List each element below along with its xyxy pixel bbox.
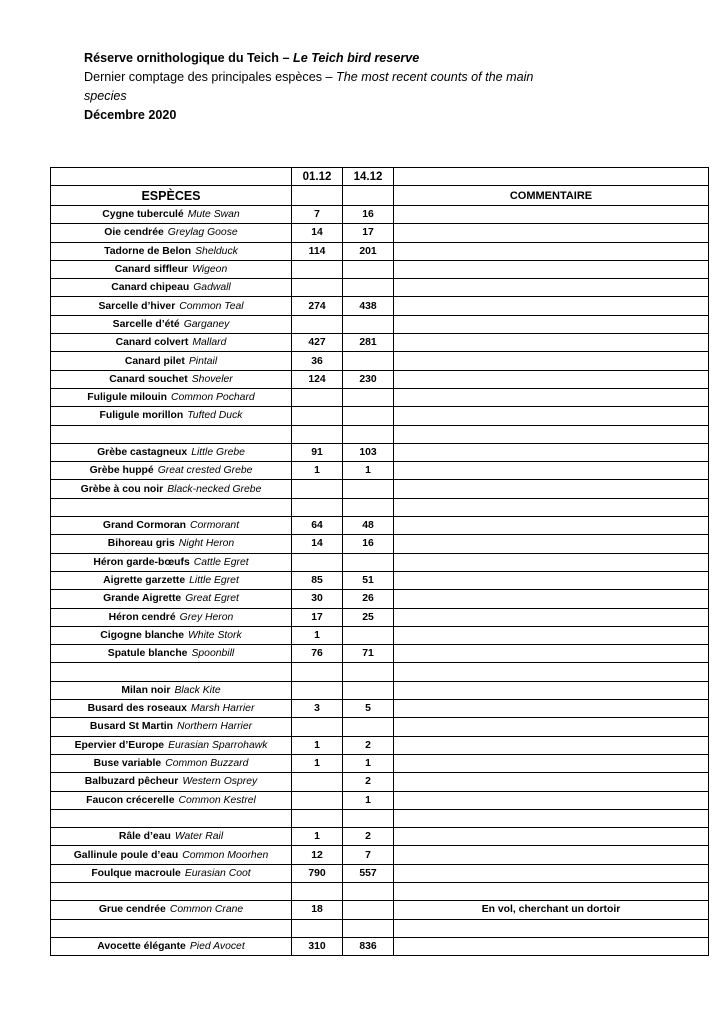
species-name-fr: Canard siffleur bbox=[114, 264, 189, 276]
report-subtitle-cont: species bbox=[84, 89, 127, 103]
species-name-fr: Canard pilet bbox=[124, 355, 185, 367]
count-cell-1 bbox=[292, 279, 343, 297]
report-subtitle bbox=[84, 69, 533, 86]
species-name-cell bbox=[51, 846, 292, 864]
species-name-fr: Cigogne blanche bbox=[100, 629, 184, 641]
comment-cell bbox=[394, 937, 709, 955]
count-cell-1 bbox=[292, 480, 343, 498]
count-cell-2: 17 bbox=[343, 224, 394, 242]
species-name-en: Eurasian Sparrohawk bbox=[168, 739, 268, 751]
comment-cell bbox=[394, 260, 709, 278]
species-name-fr: Avocette élégante bbox=[97, 941, 186, 953]
comment-cell bbox=[394, 462, 709, 480]
species-name-cell bbox=[51, 315, 292, 333]
species-row bbox=[51, 462, 709, 480]
report-title-fr: Réserve ornithologique du Teich – bbox=[84, 51, 293, 65]
species-name-en: Great crested Grebe bbox=[157, 465, 253, 477]
count-cell-2: 2 bbox=[343, 828, 394, 846]
species-name-en: Pintail bbox=[188, 355, 218, 367]
species-row bbox=[51, 315, 709, 333]
species-name-cell bbox=[51, 407, 292, 425]
species-name-cell bbox=[51, 663, 292, 681]
species-count-table bbox=[50, 167, 709, 956]
comment-cell bbox=[394, 645, 709, 663]
species-row bbox=[51, 828, 709, 846]
species-name-fr: Epervier d’Europe bbox=[74, 739, 165, 751]
species-name-en: Wigeon bbox=[192, 264, 228, 276]
comment-cell bbox=[394, 663, 709, 681]
count-cell-1: 114 bbox=[292, 242, 343, 260]
species-name-en: Marsh Harrier bbox=[190, 703, 255, 715]
count-cell-2 bbox=[343, 553, 394, 571]
species-row bbox=[51, 626, 709, 644]
species-name-en: Mallard bbox=[192, 337, 227, 349]
count-cell-1: 85 bbox=[292, 571, 343, 589]
species-name-cell bbox=[51, 718, 292, 736]
species-name-cell bbox=[51, 773, 292, 791]
species-name-cell bbox=[51, 590, 292, 608]
header-blank-cell bbox=[51, 168, 292, 186]
species-name-en: Gadwall bbox=[193, 282, 231, 294]
species-name-cell bbox=[51, 480, 292, 498]
species-name-cell bbox=[51, 809, 292, 827]
species-name-cell bbox=[51, 334, 292, 352]
species-row bbox=[51, 370, 709, 388]
species-name-en: Water Rail bbox=[174, 831, 224, 843]
species-row bbox=[51, 718, 709, 736]
count-cell-1: 91 bbox=[292, 443, 343, 461]
count-cell-1 bbox=[292, 407, 343, 425]
species-row bbox=[51, 773, 709, 791]
count-cell-2 bbox=[343, 663, 394, 681]
comment-cell bbox=[394, 700, 709, 718]
species-name-en: Spoonbill bbox=[191, 648, 235, 660]
comment-cell bbox=[394, 279, 709, 297]
species-name-cell bbox=[51, 864, 292, 882]
species-name-fr: Grue cendrée bbox=[98, 904, 166, 916]
species-name-fr: Grèbe à cou noir bbox=[80, 483, 164, 495]
species-row bbox=[51, 443, 709, 461]
species-name-en: Cattle Egret bbox=[193, 556, 249, 568]
species-name-cell bbox=[51, 224, 292, 242]
species-name-en: Common Teal bbox=[179, 300, 244, 312]
species-name-fr: Oie cendrée bbox=[104, 227, 164, 239]
report-date: Décembre 2020 bbox=[84, 108, 177, 122]
comment-cell bbox=[394, 370, 709, 388]
species-name-cell bbox=[51, 919, 292, 937]
count-cell-2 bbox=[343, 425, 394, 443]
species-name-fr: Grand Cormoran bbox=[102, 520, 187, 532]
count-cell-2: 103 bbox=[343, 443, 394, 461]
column-title-row bbox=[51, 186, 709, 206]
count-cell-1 bbox=[292, 388, 343, 406]
species-name-fr: Spatule blanche bbox=[107, 648, 188, 660]
comment-cell bbox=[394, 334, 709, 352]
count-cell-1: 310 bbox=[292, 937, 343, 955]
count-cell-1: 12 bbox=[292, 846, 343, 864]
comment-cell bbox=[394, 608, 709, 626]
species-name-cell bbox=[51, 242, 292, 260]
species-name-en: Cormorant bbox=[190, 520, 240, 532]
species-name-cell bbox=[51, 425, 292, 443]
count-cell-1 bbox=[292, 809, 343, 827]
count-cell-2 bbox=[343, 498, 394, 516]
count-cell-1: 7 bbox=[292, 206, 343, 224]
comment-cell bbox=[394, 754, 709, 772]
count-cell-2 bbox=[343, 901, 394, 919]
species-row bbox=[51, 206, 709, 224]
comment-cell bbox=[394, 425, 709, 443]
count-cell-1: 14 bbox=[292, 224, 343, 242]
count-cell-1: 18 bbox=[292, 901, 343, 919]
species-row bbox=[51, 901, 709, 919]
count-cell-2: 51 bbox=[343, 571, 394, 589]
species-name-fr: Canard chipeau bbox=[111, 282, 190, 294]
count-cell-1 bbox=[292, 425, 343, 443]
header-blank-cell bbox=[343, 186, 394, 206]
count-cell-2 bbox=[343, 388, 394, 406]
count-cell-1: 3 bbox=[292, 700, 343, 718]
species-row bbox=[51, 279, 709, 297]
species-name-fr: Busard des roseaux bbox=[87, 703, 187, 715]
species-name-fr: Fuligule milouin bbox=[87, 392, 167, 404]
species-name-cell bbox=[51, 498, 292, 516]
species-name-en: Great Egret bbox=[185, 593, 239, 605]
comment-cell bbox=[394, 571, 709, 589]
species-name-cell bbox=[51, 553, 292, 571]
count-cell-1: 1 bbox=[292, 736, 343, 754]
spacer-row bbox=[51, 498, 709, 516]
report-title bbox=[84, 50, 419, 67]
species-name-fr: Bihoreau gris bbox=[107, 538, 175, 550]
date-header-row bbox=[51, 168, 709, 186]
species-name-en: Common Buzzard bbox=[165, 758, 249, 770]
species-name-en: Shoveler bbox=[191, 373, 233, 385]
comment-cell bbox=[394, 736, 709, 754]
species-name-fr: Balbuzard pêcheur bbox=[84, 776, 179, 788]
species-row bbox=[51, 791, 709, 809]
species-row bbox=[51, 754, 709, 772]
count-cell-2: 71 bbox=[343, 645, 394, 663]
count-cell-1: 30 bbox=[292, 590, 343, 608]
count-cell-1 bbox=[292, 882, 343, 900]
count-cell-2: 1 bbox=[343, 754, 394, 772]
count-cell-2: 438 bbox=[343, 297, 394, 315]
count-cell-2 bbox=[343, 260, 394, 278]
count-cell-1 bbox=[292, 553, 343, 571]
species-row bbox=[51, 590, 709, 608]
count-cell-2: 16 bbox=[343, 206, 394, 224]
species-name-en: Little Egret bbox=[189, 575, 239, 587]
species-name-cell bbox=[51, 443, 292, 461]
count-cell-1 bbox=[292, 773, 343, 791]
comment-cell bbox=[394, 517, 709, 535]
comment-cell bbox=[394, 864, 709, 882]
species-row bbox=[51, 645, 709, 663]
species-row bbox=[51, 535, 709, 553]
species-row bbox=[51, 224, 709, 242]
species-row bbox=[51, 242, 709, 260]
species-name-fr: Canard souchet bbox=[109, 373, 188, 385]
species-name-en: Little Grebe bbox=[191, 447, 245, 458]
species-name-cell bbox=[51, 681, 292, 699]
count-cell-2: 281 bbox=[343, 334, 394, 352]
count-cell-1: 17 bbox=[292, 608, 343, 626]
count-cell-1: 124 bbox=[292, 370, 343, 388]
count-cell-2: 26 bbox=[343, 590, 394, 608]
species-row bbox=[51, 681, 709, 699]
count-cell-2 bbox=[343, 480, 394, 498]
species-name-cell bbox=[51, 206, 292, 224]
species-table-body bbox=[51, 168, 709, 956]
count-cell-2 bbox=[343, 352, 394, 370]
count-cell-2 bbox=[343, 626, 394, 644]
species-name-cell bbox=[51, 645, 292, 663]
count-cell-1: 1 bbox=[292, 462, 343, 480]
comment-cell bbox=[394, 846, 709, 864]
species-name-en: Night Heron bbox=[178, 538, 235, 550]
comment-cell bbox=[394, 480, 709, 498]
count-cell-1: 36 bbox=[292, 352, 343, 370]
count-cell-1 bbox=[292, 681, 343, 699]
count-cell-2: 7 bbox=[343, 846, 394, 864]
count-cell-2 bbox=[343, 407, 394, 425]
species-name-fr: Râle d’eau bbox=[118, 831, 171, 843]
comment-cell bbox=[394, 919, 709, 937]
count-cell-2: 25 bbox=[343, 608, 394, 626]
count-cell-1: 274 bbox=[292, 297, 343, 315]
comment-cell bbox=[394, 297, 709, 315]
count-cell-1 bbox=[292, 919, 343, 937]
species-name-cell bbox=[51, 882, 292, 900]
comment-cell bbox=[394, 828, 709, 846]
species-name-en: Western Osprey bbox=[182, 776, 258, 788]
count-cell-2 bbox=[343, 315, 394, 333]
comment-cell bbox=[394, 224, 709, 242]
count-cell-2: 230 bbox=[343, 370, 394, 388]
comment-cell bbox=[394, 498, 709, 516]
comment-cell bbox=[394, 590, 709, 608]
count-cell-2: 201 bbox=[343, 242, 394, 260]
comment-cell bbox=[394, 443, 709, 461]
comment-cell bbox=[394, 553, 709, 571]
species-name-cell bbox=[51, 352, 292, 370]
species-name-en: Tufted Duck bbox=[187, 410, 243, 422]
species-name-fr: Sarcelle d’été bbox=[112, 318, 180, 330]
comment-cell bbox=[394, 535, 709, 553]
species-name-fr: Héron cendré bbox=[108, 611, 176, 623]
count-cell-2: 557 bbox=[343, 864, 394, 882]
species-name-en: Greylag Goose bbox=[167, 227, 238, 239]
count-cell-1: 1 bbox=[292, 828, 343, 846]
count-cell-2: 1 bbox=[343, 462, 394, 480]
count-cell-1 bbox=[292, 260, 343, 278]
species-name-cell bbox=[51, 901, 292, 919]
species-row bbox=[51, 517, 709, 535]
spacer-row bbox=[51, 425, 709, 443]
species-name-en: Shelduck bbox=[195, 245, 238, 257]
species-header: ESPÈCES bbox=[51, 186, 292, 206]
species-row bbox=[51, 334, 709, 352]
comment-cell bbox=[394, 626, 709, 644]
count-cell-2: 836 bbox=[343, 937, 394, 955]
comment-cell bbox=[394, 791, 709, 809]
species-name-fr: Grèbe huppé bbox=[89, 465, 154, 477]
report-subtitle-en: The most recent counts of the main bbox=[336, 70, 534, 84]
comment-cell bbox=[394, 407, 709, 425]
species-name-en: Pied Avocet bbox=[189, 941, 245, 953]
count-cell-2: 2 bbox=[343, 736, 394, 754]
spacer-row bbox=[51, 663, 709, 681]
header-blank-cell bbox=[292, 186, 343, 206]
species-row bbox=[51, 260, 709, 278]
count-cell-2 bbox=[343, 681, 394, 699]
spacer-row bbox=[51, 809, 709, 827]
species-row bbox=[51, 480, 709, 498]
report-subtitle-fr: Dernier comptage des principales espèces – bbox=[84, 70, 337, 84]
count-cell-1 bbox=[292, 315, 343, 333]
count-cell-1: 64 bbox=[292, 517, 343, 535]
species-row bbox=[51, 864, 709, 882]
species-name-cell bbox=[51, 571, 292, 589]
count-cell-1: 14 bbox=[292, 535, 343, 553]
species-row bbox=[51, 407, 709, 425]
species-row bbox=[51, 297, 709, 315]
count-cell-1: 427 bbox=[292, 334, 343, 352]
species-name-fr: Grande Aigrette bbox=[103, 593, 182, 605]
species-name-cell bbox=[51, 388, 292, 406]
species-name-fr: Héron garde-bœufs bbox=[93, 556, 190, 568]
comment-cell bbox=[394, 809, 709, 827]
date-col-1: 01.12 bbox=[292, 168, 343, 186]
comment-header: COMMENTAIRE bbox=[394, 186, 709, 206]
species-name-en: Garganey bbox=[183, 318, 230, 330]
count-cell-1: 1 bbox=[292, 754, 343, 772]
count-cell-2 bbox=[343, 718, 394, 736]
count-cell-2: 5 bbox=[343, 700, 394, 718]
species-name-fr: Cygne tuberculé bbox=[102, 209, 184, 221]
count-cell-2 bbox=[343, 919, 394, 937]
species-name-cell bbox=[51, 700, 292, 718]
species-name-cell bbox=[51, 535, 292, 553]
species-name-fr: Canard colvert bbox=[115, 337, 189, 349]
species-name-cell bbox=[51, 279, 292, 297]
species-name-en: Common Pochard bbox=[170, 392, 255, 404]
comment-cell: En vol, cherchant un dortoir bbox=[394, 901, 709, 919]
count-cell-2 bbox=[343, 882, 394, 900]
species-name-cell bbox=[51, 828, 292, 846]
species-name-cell bbox=[51, 626, 292, 644]
species-name-fr: Fuligule morillon bbox=[99, 410, 184, 422]
species-name-fr: Busard St Martin bbox=[89, 721, 174, 733]
species-name-fr: Tadorne de Belon bbox=[104, 245, 192, 257]
count-cell-1 bbox=[292, 718, 343, 736]
species-row bbox=[51, 846, 709, 864]
count-cell-2: 1 bbox=[343, 791, 394, 809]
comment-cell bbox=[394, 206, 709, 224]
count-cell-2: 2 bbox=[343, 773, 394, 791]
species-row bbox=[51, 700, 709, 718]
comment-cell bbox=[394, 352, 709, 370]
species-name-cell bbox=[51, 297, 292, 315]
species-name-cell bbox=[51, 754, 292, 772]
count-cell-1: 76 bbox=[292, 645, 343, 663]
species-name-en: Common Crane bbox=[169, 904, 244, 916]
species-name-fr: Milan noir bbox=[121, 684, 171, 696]
species-name-fr: Sarcelle d’hiver bbox=[98, 300, 176, 312]
count-cell-1: 1 bbox=[292, 626, 343, 644]
species-row bbox=[51, 571, 709, 589]
date-col-2: 14.12 bbox=[343, 168, 394, 186]
species-row bbox=[51, 608, 709, 626]
species-row bbox=[51, 388, 709, 406]
species-row bbox=[51, 553, 709, 571]
species-name-cell bbox=[51, 517, 292, 535]
species-name-cell bbox=[51, 736, 292, 754]
comment-cell bbox=[394, 242, 709, 260]
species-name-fr: Aigrette garzette bbox=[103, 575, 186, 587]
comment-cell bbox=[394, 388, 709, 406]
species-name-en: Grey Heron bbox=[179, 611, 234, 623]
count-cell-2 bbox=[343, 279, 394, 297]
count-cell-1 bbox=[292, 498, 343, 516]
comment-cell bbox=[394, 681, 709, 699]
species-name-en: Common Moorhen bbox=[182, 849, 269, 861]
species-name-fr: Faucon crécerelle bbox=[86, 794, 175, 806]
species-name-cell bbox=[51, 937, 292, 955]
species-name-en: White Stork bbox=[188, 629, 242, 641]
species-name-fr: Gallinule poule d’eau bbox=[73, 849, 179, 861]
spacer-row bbox=[51, 919, 709, 937]
species-row bbox=[51, 937, 709, 955]
species-name-en: Common Kestrel bbox=[178, 794, 256, 806]
species-name-fr: Foulque macroule bbox=[91, 867, 181, 879]
count-cell-2: 16 bbox=[343, 535, 394, 553]
species-name-cell bbox=[51, 260, 292, 278]
count-cell-2 bbox=[343, 809, 394, 827]
species-row bbox=[51, 736, 709, 754]
species-row bbox=[51, 352, 709, 370]
species-name-en: Northern Harrier bbox=[177, 721, 253, 733]
species-name-en: Black-necked Grebe bbox=[167, 483, 262, 495]
comment-cell bbox=[394, 882, 709, 900]
count-cell-1: 790 bbox=[292, 864, 343, 882]
comment-cell bbox=[394, 315, 709, 333]
species-name-en: Eurasian Coot bbox=[184, 867, 251, 879]
species-name-cell bbox=[51, 608, 292, 626]
species-name-cell bbox=[51, 791, 292, 809]
species-name-fr: Grèbe castagneux bbox=[97, 447, 188, 458]
species-name-en: Mute Swan bbox=[187, 209, 240, 221]
count-cell-1 bbox=[292, 791, 343, 809]
comment-cell bbox=[394, 718, 709, 736]
count-cell-2: 48 bbox=[343, 517, 394, 535]
species-name-fr: Buse variable bbox=[93, 758, 162, 770]
count-cell-1 bbox=[292, 663, 343, 681]
species-name-cell bbox=[51, 462, 292, 480]
spacer-row bbox=[51, 882, 709, 900]
header-blank-cell bbox=[394, 168, 709, 186]
species-name-cell bbox=[51, 370, 292, 388]
report-title-en: Le Teich bird reserve bbox=[293, 51, 420, 65]
comment-cell bbox=[394, 773, 709, 791]
species-name-en: Black Kite bbox=[174, 684, 221, 696]
